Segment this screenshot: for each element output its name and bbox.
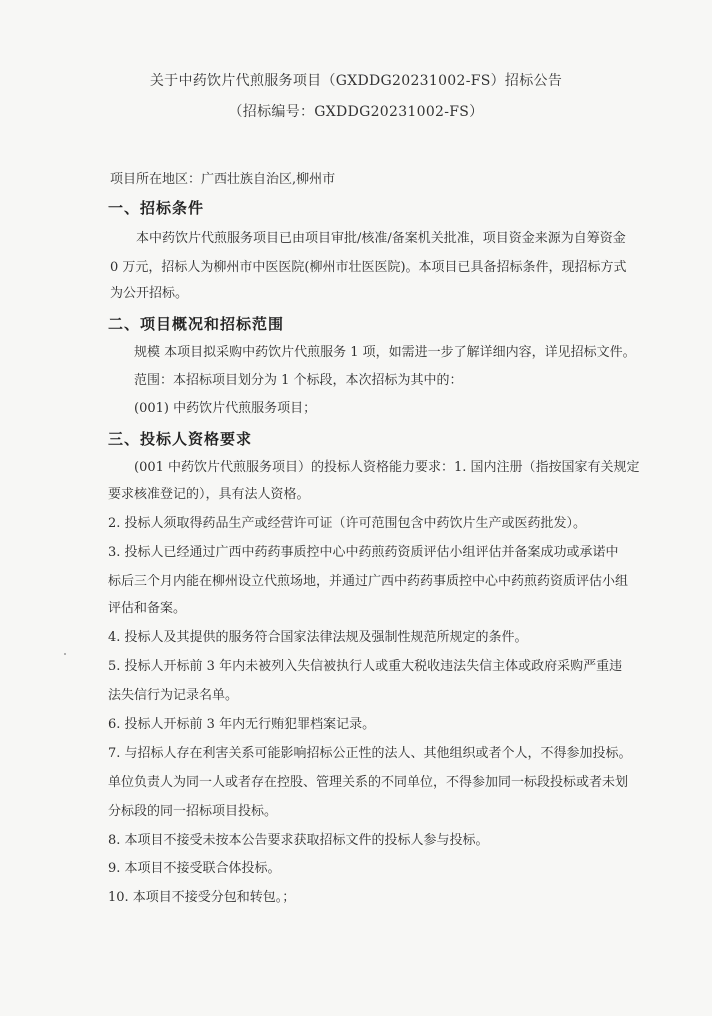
- paragraph-line: 规模 本项目拟采购中药饮片代煎服务 1 项，如需进一步了解详细内容，详见招标文件。: [134, 345, 636, 360]
- paragraph-line: 9. 本项目不接受联合体投标。: [108, 861, 281, 876]
- paragraph-line: 为公开招标。: [110, 286, 189, 301]
- section-heading: 二、项目概况和招标范围: [108, 315, 285, 333]
- paragraph-line: 8. 本项目不接受未按本公告要求获取招标文件的投标人参与投标。: [108, 833, 489, 848]
- paragraph-line: 标后三个月内能在柳州设立代煎场地，并通过广西中药药事质控中心中药煎药资质评估小组: [108, 574, 629, 589]
- paragraph-line: (001 中药饮片代煎服务项目）的投标人资格能力要求：1. 国内注册（指按国家有关规定: [134, 460, 640, 475]
- project-region: 项目所在地区：广西壮族自治区,柳州市: [110, 172, 336, 187]
- paragraph-line: 5. 投标人开标前 3 年内未被列入失信被执行人或重大税收违法失信主体或政府采购严重违: [108, 659, 623, 674]
- paragraph-line: 4. 投标人及其提供的服务符合国家法律法规及强制性规范所规定的条件。: [108, 630, 528, 645]
- paragraph-line: 范围：本招标项目划分为 1 个标段，本次招标为其中的：: [134, 373, 463, 388]
- paragraph-line: 3. 投标人已经通过广西中药药事质控中心中药煎药资质评估小组评估并备案成功或承诺中: [108, 545, 619, 560]
- document-title: 关于中药饮片代煎服务项目（GXDDG20231002-FS）招标公告: [149, 73, 563, 89]
- paragraph-line: 评估和备案。: [108, 601, 187, 616]
- paragraph-line: 7. 与招标人存在利害关系可能影响招标公正性的法人、其他组织或者个人，不得参加投标。: [108, 746, 632, 761]
- document-subtitle: （招标编号：GXDDG20231002-FS）: [228, 104, 484, 120]
- paragraph-line: 要求核准登记的），具有法人资格。: [108, 487, 310, 502]
- paragraph-line: 法失信行为记录名单。: [108, 688, 239, 703]
- paragraph-line: 10. 本项目不接受分包和转包。；: [108, 890, 296, 905]
- scan-speck: [64, 653, 66, 655]
- paragraph-line: 2. 投标人须取得药品生产或经营许可证（许可范围包含中药饮片生产或医药批发）。: [108, 516, 587, 531]
- paragraph-line: (001) 中药饮片代煎服务项目；: [134, 401, 317, 416]
- paragraph-line: 本中药饮片代煎服务项目已由项目审批/核准/备案机关批准，项目资金来源为自筹资金: [136, 231, 626, 246]
- paragraph-line: 单位负责人为同一人或者存在控股、管理关系的不同单位，不得参加同一标段投标或者未划: [108, 775, 629, 790]
- paragraph-line: 分标段的同一招标项目投标。: [108, 804, 278, 819]
- section-heading: 一、招标条件: [108, 199, 205, 217]
- paragraph-line: 0 万元，招标人为柳州市中医医院(柳州市壮医医院)。本项目已具备招标条件，现招标方式: [110, 260, 627, 275]
- paragraph-line: 6. 投标人开标前 3 年内无行贿犯罪档案记录。: [108, 717, 376, 732]
- section-heading: 三、投标人资格要求: [108, 430, 253, 448]
